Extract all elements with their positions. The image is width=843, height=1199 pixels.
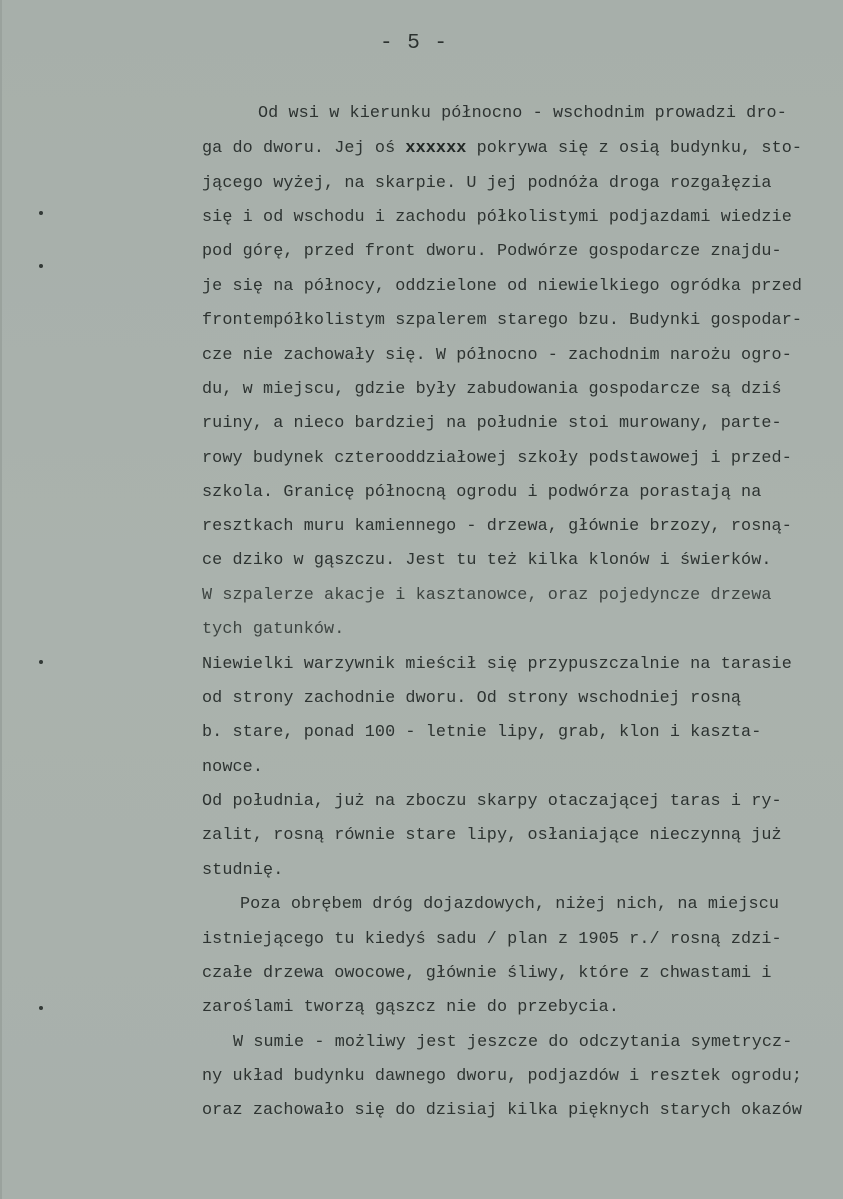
text-line-1: Od wsi w kierunku północno - wschodnim prowadzi dro-: [258, 104, 787, 123]
text-line-11: rowy budynek czterooddziałowej szkoły podstawowej i przed-: [202, 449, 792, 468]
text-line-25: istniejącego tu kiedyś sadu / plan z 1905 r./ rosną zdzi-: [202, 930, 782, 949]
hole-punch-mark: [39, 264, 43, 268]
text-line-2-start: ga do dworu. Jej oś: [202, 139, 396, 158]
text-line-20: nowce.: [202, 758, 264, 777]
text-line-23: studnię.: [202, 861, 284, 880]
text-line-29: ny układ budynku dawnego dworu, podjazdów i resztek ogrodu;: [202, 1067, 803, 1086]
text-line-22: zalit, rosną równie stare lipy, osłaniające nieczynną już: [202, 826, 782, 845]
hole-punch-mark: [39, 1006, 43, 1010]
text-line-24: Poza obrębem dróg dojazdowych, niżej nich, na miejscu: [240, 895, 780, 914]
text-line-8: cze nie zachowały się. W północno - zachodnim narożu ogro-: [202, 346, 792, 365]
text-line-27: zaroślami tworzą gąszcz nie do przebycia.: [202, 998, 619, 1017]
text-line-9: du, w miejscu, gdzie były zabudowania gospodarcze są dziś: [202, 380, 782, 399]
text-line-13: resztkach muru kamiennego - drzewa, głównie brzozy, rosną-: [202, 517, 792, 536]
text-line-2: [202, 139, 802, 159]
text-line-7: frontempółkolistym szpalerem starego bzu. Budynki gospodar-: [202, 311, 803, 330]
text-line-6: je się na północy, oddzielone od niewielkiego ogródka przed: [202, 277, 803, 296]
text-line-2-end: pokrywa się z osią budynku, sto-: [466, 139, 803, 158]
text-line-18: od strony zachodnie dworu. Od strony wschodniej rosną: [202, 689, 742, 708]
text-line-26: czałe drzewa owocowe, głównie śliwy, które z chwastami i: [202, 964, 772, 983]
text-line-19: b. stare, ponad 100 - letnie lipy, grab, klon i kaszta-: [202, 723, 762, 742]
text-line-12: szkola. Granicę północną ogrodu i podwórza porastają na: [202, 483, 762, 502]
text-line-30: oraz zachowało się do dzisiaj kilka pięknych starych okazów: [202, 1101, 803, 1120]
text-line-10: ruiny, a nieco bardziej na południe stoi murowany, parte-: [202, 414, 782, 433]
text-line-16: tych gatunków.: [202, 620, 345, 639]
text-line-15: W szpalerze akacje i kasztanowce, oraz pojedyncze drzewa: [202, 586, 772, 605]
text-line-17: Niewielki warzywnik mieścił się przypuszczalnie na tarasie: [202, 655, 792, 674]
text-line-14: ce dziko w gąszczu. Jest tu też kilka klonów i świerków.: [202, 551, 772, 570]
hole-punch-mark: [39, 660, 43, 664]
text-line-4: się i od wschodu i zachodu półkolistymi podjazdami wiedzie: [202, 208, 792, 227]
text-line-28: W sumie - możliwy jest jeszcze do odczytania symetrycz-: [233, 1033, 793, 1052]
page-number: - 5 -: [380, 32, 449, 55]
text-line-21: Od południa, już na zboczu skarpy otaczającej taras i ry-: [202, 792, 782, 811]
text-line-5: pod górę, przed front dworu. Podwórze gospodarcze znajdu-: [202, 242, 782, 261]
hole-punch-mark: [39, 211, 43, 215]
struck-out-word: xxxxxx: [405, 139, 467, 158]
text-line-3: jącego wyżej, na skarpie. U jej podnóża droga rozgałęzia: [202, 174, 772, 193]
